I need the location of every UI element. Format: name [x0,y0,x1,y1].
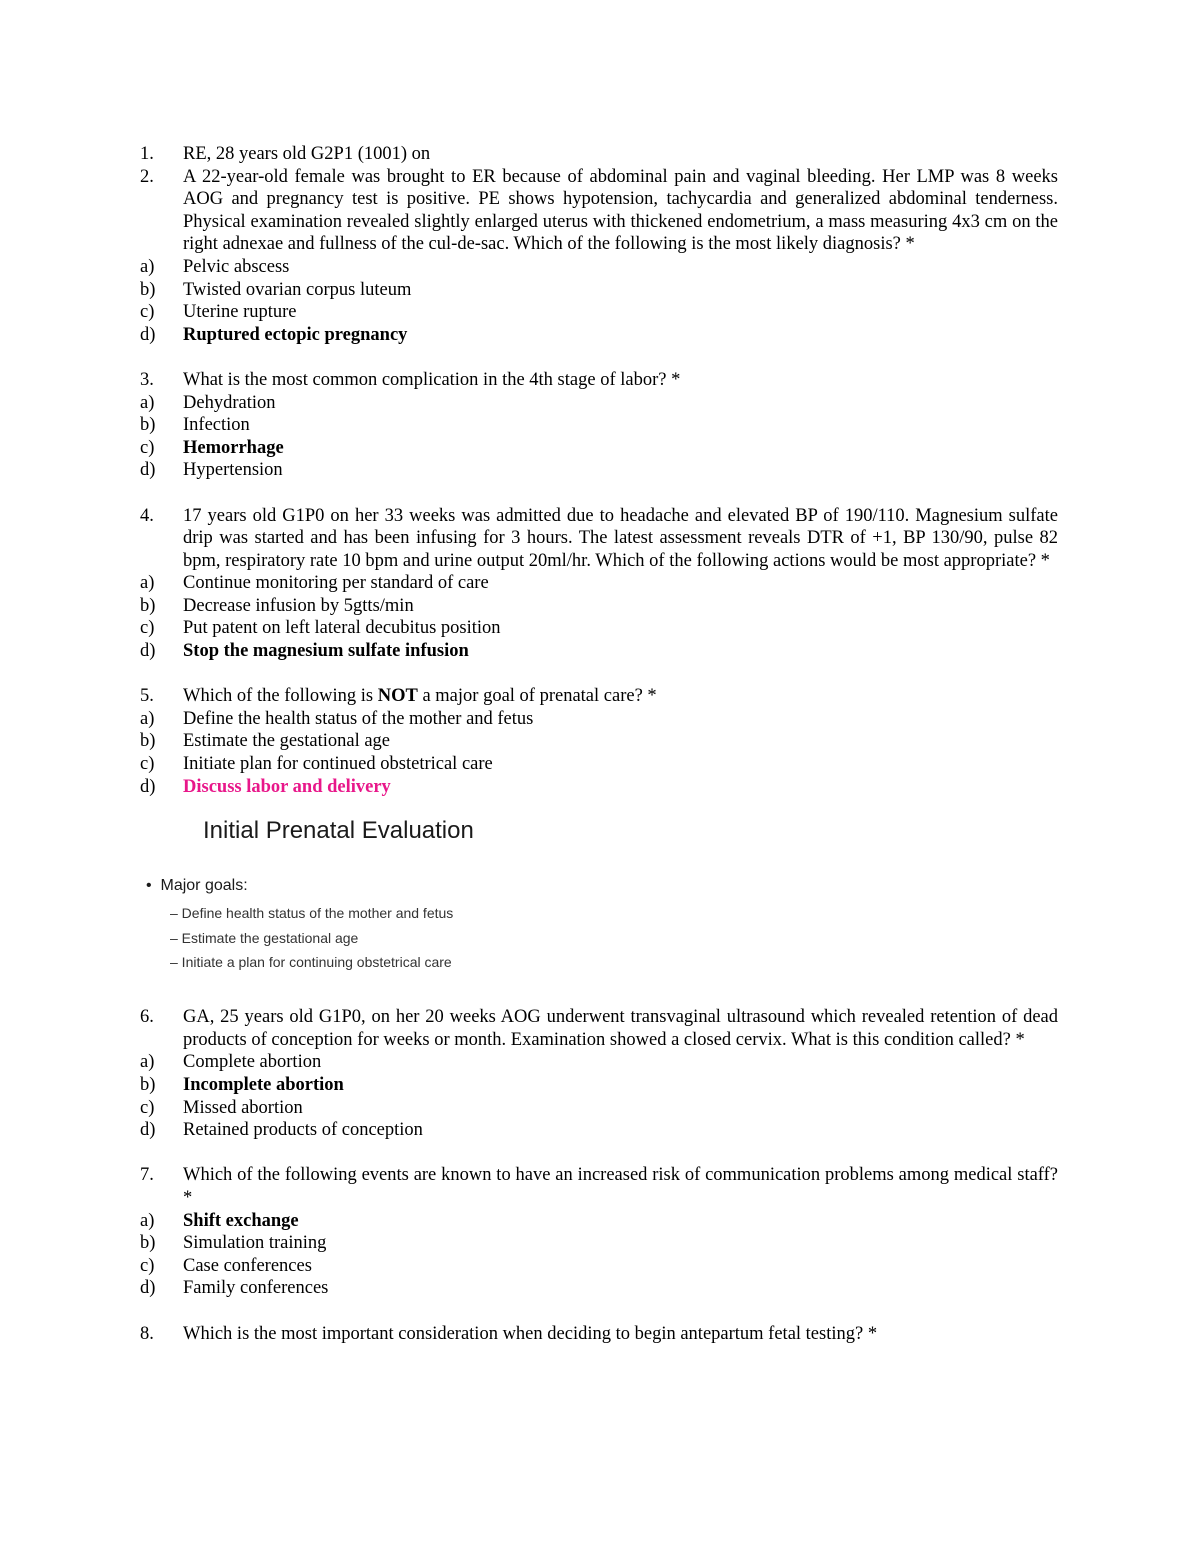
option-b [140,414,1058,437]
question-3 [140,369,1058,392]
option-d-answer [140,776,1058,799]
option-a-answer [140,1210,1058,1233]
correct-answer-text: Discuss labor and delivery [183,776,391,797]
correct-answer-text: Incomplete abortion [183,1075,344,1095]
option-letter: c) [140,1097,155,1118]
question-text-end: a major goal of prenatal care? * [417,686,657,707]
option-text: Twisted ovarian corpus luteum [183,279,412,300]
option-c-answer [140,437,1058,460]
correct-answer-text: Ruptured ectopic pregnancy [183,324,408,345]
option-letter: b) [140,595,156,616]
option-letter: d) [140,460,156,481]
option-letter: c) [140,754,155,775]
option-letter: b) [140,1075,156,1095]
question-number: 6. [140,1007,154,1028]
option-text: Define the health status of the mother and fetus [183,708,534,729]
question-6 [140,1006,1058,1051]
option-letter: a) [140,1052,155,1073]
question-7 [140,1164,1058,1209]
question-number: 4. [140,505,154,526]
option-text: Family conferences [183,1278,329,1299]
option-b [140,730,1058,753]
option-text: Infection [183,415,250,436]
option-letter: b) [140,279,156,300]
option-text: Continue monitoring per standard of care [183,573,489,594]
question-text [183,685,1058,708]
option-text: Retained products of conception [183,1120,423,1141]
option-letter: d) [140,1120,156,1141]
option-letter: c) [140,1255,155,1276]
spacer [140,988,1058,1006]
option-d [140,1119,1058,1142]
option-text: Missed abortion [183,1097,303,1118]
question-number: 3. [140,369,154,390]
option-b [140,1232,1058,1255]
correct-answer-text: Shift exchange [183,1210,299,1231]
option-text: Uterine rupture [183,302,297,323]
option-letter: b) [140,415,156,436]
option-b-answer [140,1074,1058,1097]
option-letter: a) [140,392,155,413]
option-c [140,1255,1058,1278]
option-c [140,617,1058,640]
slide-sub-item: – Initiate a plan for continuing obstetrical care [170,954,452,971]
question-list [140,143,1058,1345]
spacer [140,1300,1058,1323]
option-letter: a) [140,256,155,277]
question-2 [140,166,1058,256]
question-text: Which of the following events are known to have an increased risk of communication problems among medical staff? * [183,1165,1058,1208]
option-letter: d) [140,1278,156,1299]
question-number: 1. [140,144,154,164]
option-b [140,595,1058,618]
question-text: A 22-year-old female was brought to ER because of abdominal pain and vaginal bleeding. Her LMP was 8 weeks AOG and pregnancy test is positive. PE shows hypotension, tachycardia and generalized abdominal tenderness. Physical examination revealed slightly enlarged uterus with thickened endometrium, a mass measuring 4x3 cm on the right adnexae and fullness of the cul-de-sac. Which of the following is the most likely diagnosis? * [183,166,1058,255]
question-text: What is the most common complication in the 4th stage of labor? * [183,369,681,390]
option-text: Pelvic abscess [183,256,290,277]
question-number: 7. [140,1165,154,1186]
option-c [140,753,1058,776]
question-8 [140,1323,1058,1346]
question-text: RE, 28 years old G2P1 (1001) on [183,144,431,164]
bullet-icon: • [146,877,152,895]
option-letter: c) [140,618,155,639]
option-text: Put patent on left lateral decubitus position [183,618,501,639]
spacer [140,346,1058,369]
option-letter: d) [140,776,156,797]
option-letter: c) [140,437,155,458]
question-text-start: Which of the following is [183,686,378,707]
option-d-answer [140,324,1058,347]
option-text: Estimate the gestational age [183,731,391,752]
option-text: Complete abortion [183,1052,322,1073]
question-text: GA, 25 years old G1P0, on her 20 weeks AOG underwent transvaginal ultrasound which revealed retention of dead products of conception for weeks or month. Examination showed a closed cervix. What is this condition called? * [183,1007,1058,1050]
question-number: 5. [140,686,154,707]
option-letter: d) [140,641,156,662]
slide-bullet [146,875,248,898]
option-text: Case conferences [183,1255,312,1276]
option-letter: a) [140,573,155,594]
emphasis-not: NOT [377,686,418,707]
spacer [140,663,1058,686]
slide-bullet-text: Major goals: [160,877,248,895]
option-a [140,572,1058,595]
option-text: Decrease infusion by 5gtts/min [183,595,414,616]
question-5 [140,685,1058,708]
option-letter: a) [140,708,155,729]
option-d [140,1277,1058,1300]
question-number: 8. [140,1323,154,1344]
question-4 [140,505,1058,573]
slide-title: Initial Prenatal Evaluation [203,817,474,845]
option-a [140,1051,1058,1074]
option-letter: d) [140,324,156,345]
slide-sub-item: – Estimate the gestational age [170,930,359,947]
slide-sub-item: – Define health status of the mother and fetus [170,905,454,922]
correct-answer-text: Stop the magnesium sulfate infusion [183,641,469,662]
question-text: Which is the most important consideration when deciding to begin antepartum fetal testing? * [183,1323,878,1344]
option-letter: c) [140,302,155,323]
correct-answer-text: Hemorrhage [183,437,284,458]
option-text: Hypertension [183,460,283,481]
option-c [140,301,1058,324]
question-number: 2. [140,166,154,187]
option-text: Simulation training [183,1233,327,1254]
question-text: 17 years old G1P0 on her 33 weeks was admitted due to headache and elevated BP of 190/110. Magnesium sulfate drip was started and has been infusing for 3 hours. The latest assessment reveals DTR of +1, BP 130/90, pulse 82 bpm, respiratory rate 10 bpm and urine output 20ml/hr. Which of the following actions would be most appropriate? * [183,505,1058,571]
option-text: Initiate plan for continued obstetrical care [183,754,493,775]
option-c [140,1097,1058,1120]
option-d-answer [140,640,1058,663]
option-letter: b) [140,731,156,752]
option-letter: a) [140,1210,155,1231]
option-text: Dehydration [183,392,276,413]
option-a [140,708,1058,731]
embedded-slide-image [140,798,1058,988]
option-b [140,279,1058,302]
option-a [140,392,1058,415]
spacer [140,1142,1058,1165]
option-letter: b) [140,1233,156,1254]
spacer [140,482,1058,505]
option-d [140,459,1058,482]
option-a [140,256,1058,279]
question-1 [140,143,1058,166]
